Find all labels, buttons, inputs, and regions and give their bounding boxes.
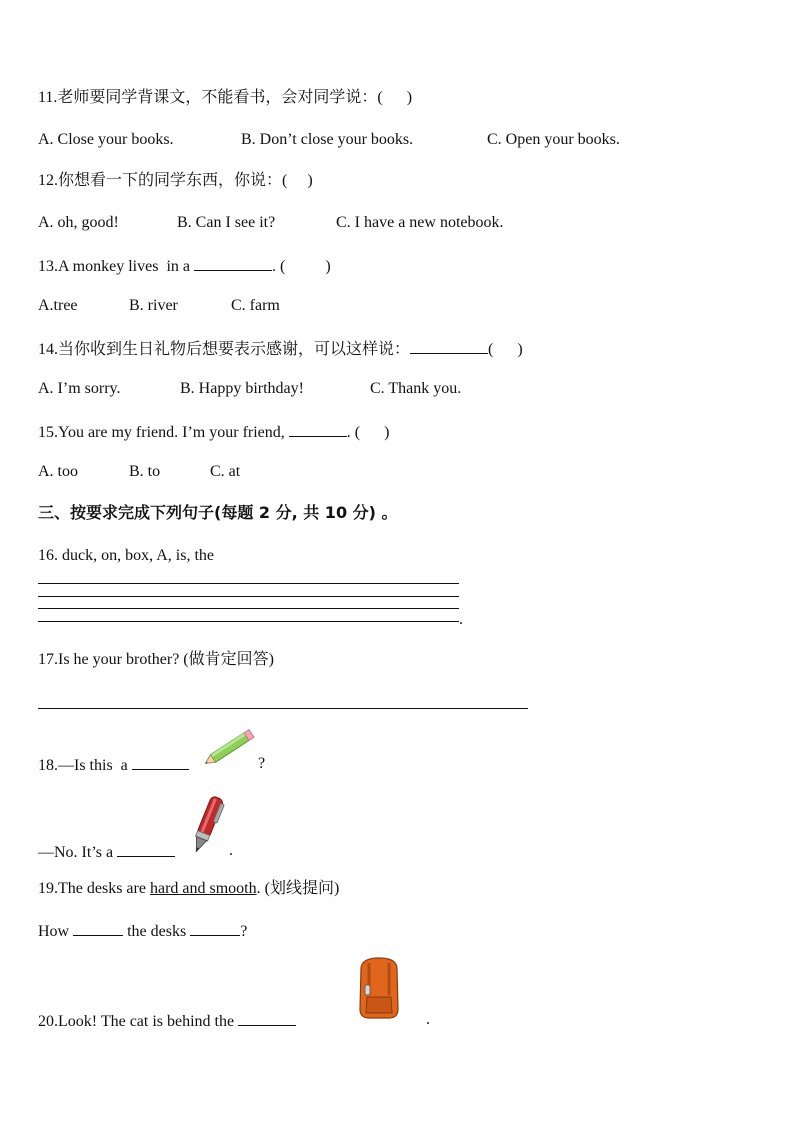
pencil-icon [198,724,262,772]
answer-line[interactable] [38,621,459,622]
q15-option-b[interactable]: B. to [129,463,161,480]
question-18-line2 [38,841,175,863]
question-16: 16. duck, on, box, A, is, the [38,547,214,564]
question-19-answer [38,920,247,942]
q14-text: 14.当你收到生日礼物后想要表示感谢，可以这样说： [38,341,411,358]
q12-option-a[interactable]: A. oh, good! [38,214,119,231]
q19-question-mark: ? [240,923,248,940]
q15-option-c[interactable]: C. at [210,463,241,480]
q12-option-c[interactable]: C. I have a new notebook. [336,214,504,231]
q20-period: . [426,1011,430,1028]
question-20 [38,1010,296,1032]
question-15 [38,421,389,443]
q18-period: . [229,842,233,859]
q17-answer-line[interactable] [38,708,528,709]
q13-option-a[interactable]: A.tree [38,297,78,314]
q18-text: 18.—Is this a [38,757,132,774]
q13-text: 13.A monkey lives in a [38,258,194,275]
q18-question-mark: ? [258,755,266,772]
answer-line[interactable] [38,596,459,597]
q11-option-c[interactable]: C. Open your books. [487,131,620,148]
schoolbag-icon [355,955,403,1021]
q11-option-b[interactable]: B. Don’t close your books. [241,131,414,148]
q15-text: 15.You are my friend. I’m your friend, [38,424,289,441]
question-13 [38,255,331,277]
answer-line[interactable] [38,608,459,609]
section-heading: 三、按要求完成下列句子(每题 2 分, 共 10 分) 。 [38,503,398,522]
q14-option-b[interactable]: B. Happy birthday! [180,380,304,397]
question-18-line1 [38,754,189,776]
question-14 [38,338,523,360]
q15-option-a[interactable]: A. too [38,463,78,480]
question-17: 17.Is he your brother? (做肯定回答) [38,651,274,668]
q19-instruction: . (划线提问) [256,880,340,897]
q20-answer-blank[interactable] [238,1010,296,1026]
q11-option-a[interactable]: A. Close your books. [38,131,174,148]
q18-text-2: —No. It’s a [38,844,118,861]
q13-answer-blank[interactable] [194,255,272,271]
q14-option-c[interactable]: C. Thank you. [370,380,462,397]
q20-text: 20.Look! The cat is behind the [38,1013,239,1030]
q14-option-a[interactable]: A. I’m sorry. [38,380,121,397]
question-12: 12.你想看一下的同学东西，你说：( ) [38,172,313,189]
q19-underlined-phrase: hard and smooth [149,880,257,897]
q19-text: 19.The desks are [38,880,150,897]
q19-how: How [38,923,74,940]
answer-line[interactable] [38,583,459,584]
q15-answer-blank[interactable] [289,421,347,437]
q19-answer-blank-2[interactable] [190,920,240,936]
q15-text-end: . ( ) [346,424,390,441]
q13-option-b[interactable]: B. river [129,297,178,314]
pen-icon [186,790,230,858]
question-19 [38,879,339,899]
q18-answer-blank-1[interactable] [132,754,189,770]
question-11: 11.老师要同学背课文，不能看书，会对同学说：( ) [38,89,413,106]
q19-answer-blank-1[interactable] [73,920,123,936]
q14-text-end: ( ) [488,341,523,358]
q16-period: . [459,611,463,628]
q13-option-c[interactable]: C. farm [231,297,280,314]
q14-answer-blank[interactable] [410,338,488,354]
q13-text-end: . ( ) [271,258,331,275]
q19-the-desks: the desks [123,923,191,940]
q12-option-b[interactable]: B. Can I see it? [177,214,276,231]
q18-answer-blank-2[interactable] [117,841,175,857]
